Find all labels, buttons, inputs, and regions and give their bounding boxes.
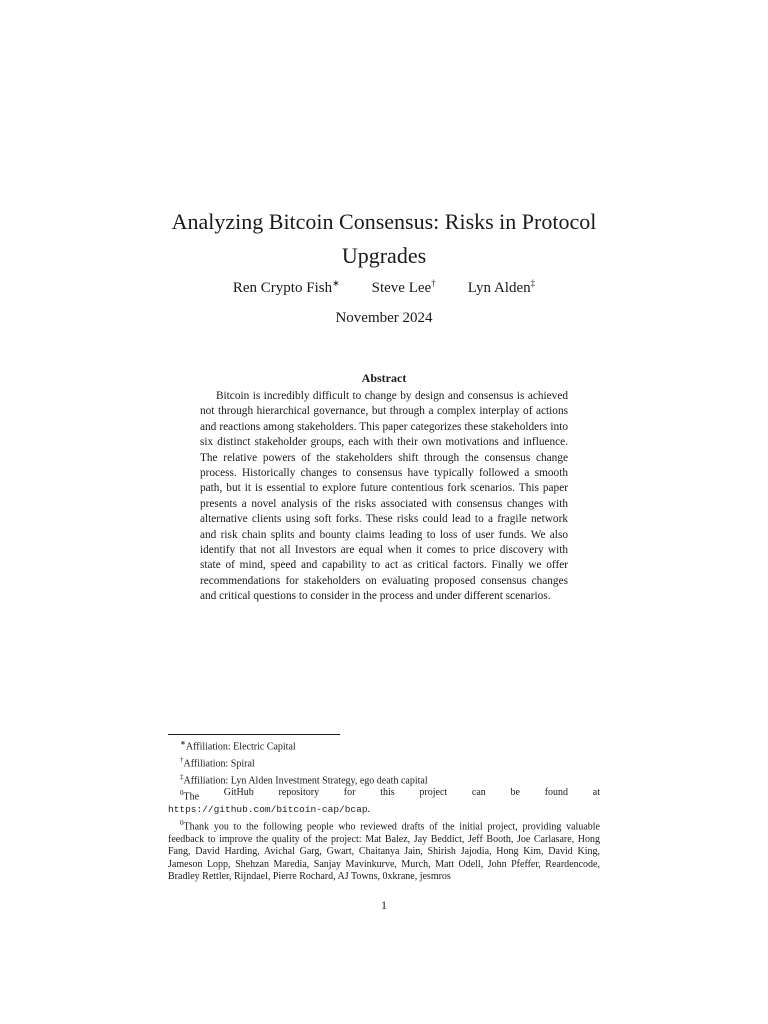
footnote-acknowledgements: $^0$Thank you to the following people who reviewed drafts of the initial project, providing valuable feedback to improve the quality of the project: Mat Balez, Jay Beddict, Jeff Booth, Joe Carlasare, Hong Fang, David Harding, Avichal Garg, Gwart, Chaitanya Jain, Shirish Jajodia, Hong Kim, David King, Jameson Lopp, Shehzan Maredia, Sanjay Mavinkurve, Murch, Matt Odell, John Pfeffer, Reardencode, Bradley Rettler, Rijndael, Pierre Rochard, AJ Towns, 0xkrane, jesmros bbox=[168, 818, 600, 883]
abstract-heading: Abstract bbox=[361, 371, 407, 385]
publication-date: November 2024 bbox=[335, 310, 433, 326]
page-number: 1 bbox=[381, 898, 387, 912]
author: Lyn Alden‡ bbox=[467, 278, 536, 296]
footnote: †Affiliation: Spiral bbox=[180, 755, 255, 770]
footnote: ‡Affiliation: Lyn Alden Investment Strategy, ego death capital bbox=[180, 772, 428, 786]
abstract-text: Bitcoin is incredibly difficult to change by design and consensus is achieved not through hierarchical governance, but through a complex interplay of actions and reactions among stakeholders. This paper categorizes these stakeholders into six distinct stakeholder groups, each with their own motivations and influence. The relative powers of the stakeholders shift through the consensus change process. Historically changes to consensus have typically followed a smooth path, but it is essential to explore future contentious fork scenarios. This paper presents a novel analysis of the risks associated with consensus changes with alternative clients using soft forks. These risks could lead to a fragile network and risk chain splits and bounty claims leading to loss of user funds. We also identify that not all Investors are equal when it comes to price discovery with state of mind, speed and capability to act as critical factors. Finally we offer recommendations for stakeholders on evaluating proposed consensus changes and critical questions to consider in the process and under different scenarios. bbox=[200, 390, 568, 603]
footnote: ∗Affiliation: Electric Capital bbox=[180, 739, 296, 753]
footnotes bbox=[168, 737, 600, 884]
repository-link[interactable]: https://github.com/bitcoin-cap/bcap bbox=[168, 804, 368, 816]
footnote-link-line: https://github.com/bitcoin-cap/bcap. bbox=[168, 804, 371, 816]
author: Ren Crypto Fish∗ bbox=[232, 278, 340, 296]
paper-title: Analyzing Bitcoin Consensus: Risks in Protocol Upgrades bbox=[171, 209, 597, 268]
author-list bbox=[160, 278, 608, 297]
author: Steve Lee† bbox=[371, 278, 436, 296]
footnote-divider bbox=[168, 734, 340, 735]
footnote-repository: $^0$The GitHub repository for this project can be found at bbox=[180, 787, 600, 803]
